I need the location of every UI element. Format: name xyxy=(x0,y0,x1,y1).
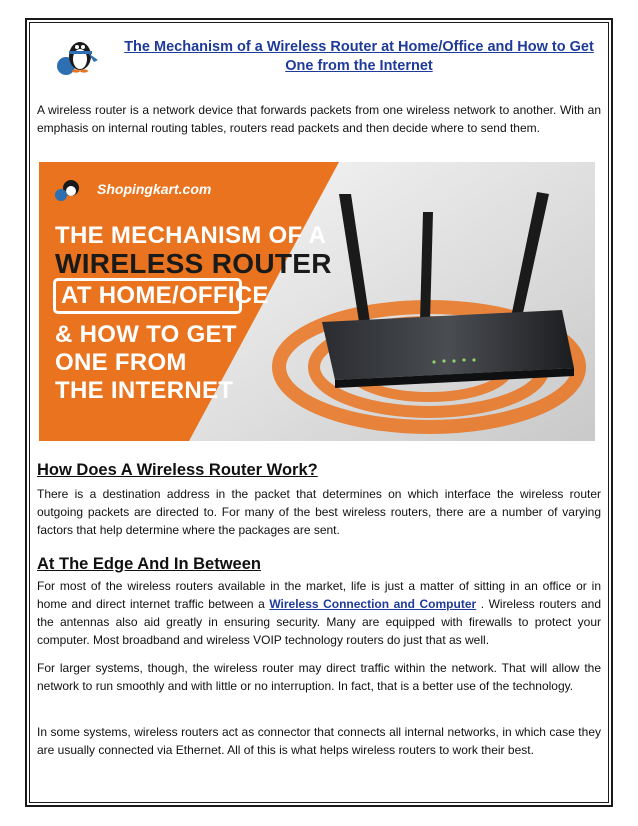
wireless-connection-link[interactable]: Wireless Connection and Computer xyxy=(269,597,477,611)
banner-line-3: AT HOME/OFFICE xyxy=(61,282,269,309)
banner-line-1: THE MECHANISM OF A xyxy=(55,222,327,249)
intro-paragraph: A wireless router is a network device that forwards packets from one wireless network to another. With an emphasis on internal routing tables, routers read packets and then decide where to send them. xyxy=(37,103,601,135)
section2-paragraph-3: In some systems, wireless routers act as connector that connects all internal networks, in which case they are usually connected via Ethernet. All of this is what helps wireless routers to work their best. xyxy=(37,725,601,757)
banner-image xyxy=(39,162,595,441)
section2-paragraph-1 xyxy=(37,577,601,649)
section2-p1-text-after: . Wireless routers and the antennas also aid greatly in ensuring security. Many are equipped with firewalls to protect your computer. Most broadband and wireless VOIP technology routers do just that as well. xyxy=(37,597,602,647)
banner-line-2: WIRELESS ROUTER xyxy=(55,248,332,279)
section1-heading: How Does A Wireless Router Work? xyxy=(37,461,318,479)
banner-brand: Shopingkart.com xyxy=(97,181,212,197)
section2-heading: At The Edge And In Between xyxy=(37,555,261,573)
page-title: The Mechanism of a Wireless Router at Home/Office and How to Get One from the Internet xyxy=(124,39,594,74)
banner-line-6: THE INTERNET xyxy=(55,377,234,404)
penguin-logo-icon xyxy=(48,30,106,78)
banner-line-5: ONE FROM xyxy=(55,349,187,376)
section1-paragraph: There is a destination address in the packet that determines on which interface the wireless router outgoing packets are directed to. For many of the best wireless routers, there are a number of varying factors that help determine where the packages are sent. xyxy=(37,487,601,537)
banner-line-4: & HOW TO GET xyxy=(55,321,237,348)
section2-p1-text-before: For most of the wireless routers available in the market, life is just a matter of sitting in an office or in home and direct internet traffic between a xyxy=(37,579,601,611)
section2-paragraph-2: For larger systems, though, the wireless router may direct traffic within the network. That will allow the network to run smoothly and with little or no interruption. In fact, that is a better use of the technology. xyxy=(37,661,601,693)
